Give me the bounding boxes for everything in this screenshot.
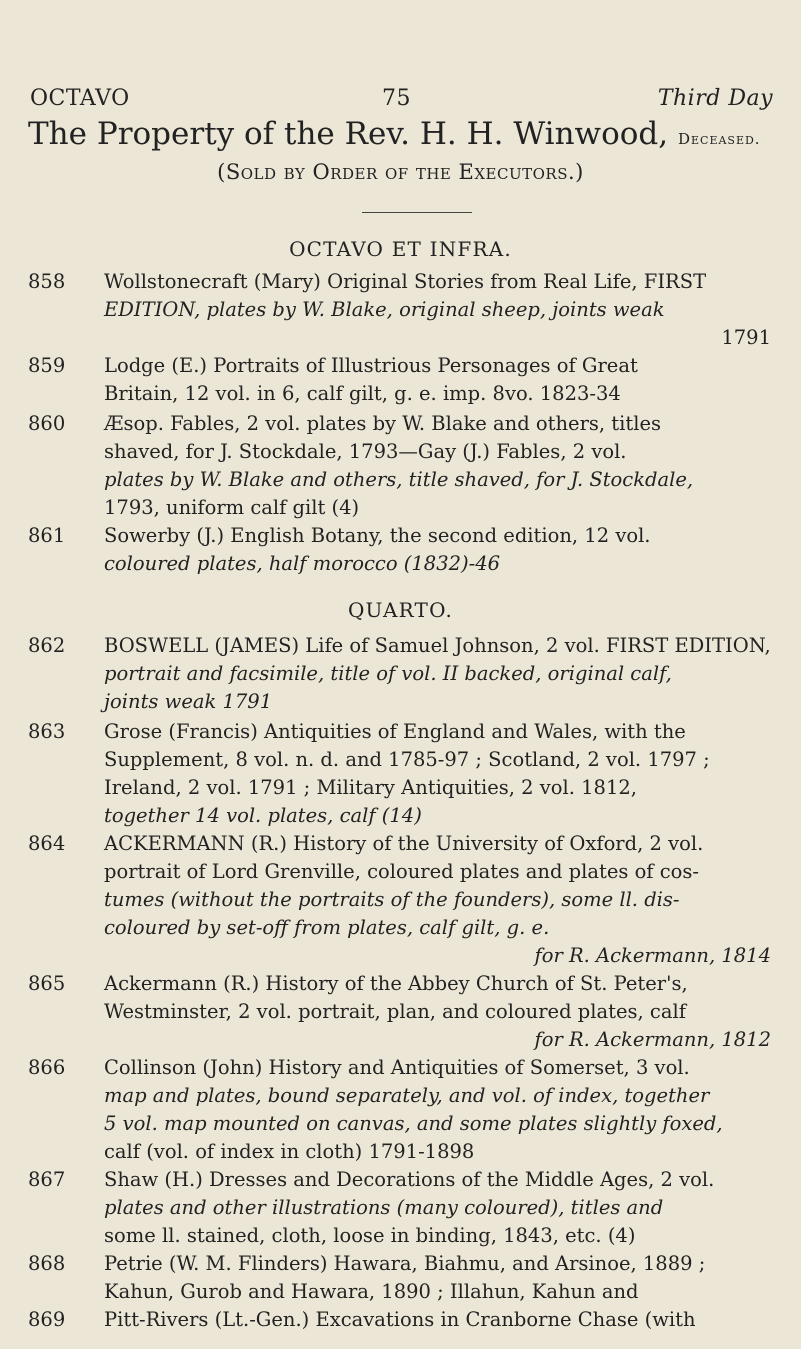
lot-entry <box>28 268 771 352</box>
lot-entry <box>28 1250 771 1306</box>
lot-line: map and plates, bound separately, and vol. of index, together <box>104 1084 710 1107</box>
lot-entry <box>28 718 771 830</box>
lot-number: 864 <box>28 832 66 855</box>
lot-number: 860 <box>28 412 66 435</box>
property-title: The Property of the Rev. H. H. Winwood, <box>28 116 669 152</box>
running-head-right: Third Day <box>657 86 773 111</box>
page-number: 75 <box>382 86 411 111</box>
lot-line: tumes (without the portraits of the founders), some ll. dis- <box>104 888 680 911</box>
lot-line: calf (vol. of index in cloth) 1791-1898 <box>104 1140 475 1163</box>
lot-line: Kahun, Gurob and Hawara, 1890 ; Illahun, Kahun and <box>104 1280 639 1303</box>
section-heading-quarto: QUARTO. <box>347 598 454 622</box>
running-head <box>30 86 773 111</box>
lot-entry <box>28 1166 771 1250</box>
lot-number: 859 <box>28 354 66 377</box>
lot-line: for R. Ackermann, 1812 <box>534 1028 771 1051</box>
lot-line: plates by W. Blake and others, title shaved, for J. Stockdale, <box>104 468 694 491</box>
lot-line: Ackermann (R.) History of the Abbey Church of St. Peter's, <box>104 972 688 995</box>
lot-line: Lodge (E.) Portraits of Illustrious Personages of Great <box>104 354 638 377</box>
lot-line: together 14 vol. plates, calf (14) <box>104 804 422 827</box>
lot-entry <box>28 830 771 970</box>
lot-number: 865 <box>28 972 66 995</box>
lot-line: 1791 <box>721 326 771 349</box>
lot-line: BOSWELL (JAMES) Life of Samuel Johnson, 2 vol. FIRST EDITION, <box>104 634 771 657</box>
lot-entry <box>28 522 771 578</box>
lot-number: 862 <box>28 634 66 657</box>
lot-line: Ireland, 2 vol. 1791 ; Military Antiquities, 2 vol. 1812, <box>104 776 637 799</box>
lot-line: 1793, uniform calf gilt (4) <box>104 496 360 519</box>
lot-line: Petrie (W. M. Flinders) Hawara, Biahmu, and Arsinoe, 1889 ; <box>104 1252 706 1275</box>
lot-line: coloured by set-off from plates, calf gilt, g. e. <box>104 916 550 939</box>
lot-entry <box>28 352 771 408</box>
lot-line: EDITION, plates by W. Blake, original sheep, joints weak <box>104 298 665 321</box>
lot-number: 858 <box>28 270 66 293</box>
lot-line: ACKERMANN (R.) History of the University of Oxford, 2 vol. <box>104 832 704 855</box>
sold-note: (Sold by Order of the Executors.) <box>217 160 584 184</box>
lot-entry <box>28 632 771 716</box>
lot-line: Shaw (H.) Dresses and Decorations of the Middle Ages, 2 vol. <box>104 1168 715 1191</box>
lot-number: 868 <box>28 1252 66 1275</box>
lot-entry <box>28 970 771 1054</box>
lot-line: Sowerby (J.) English Botany, the second edition, 12 vol. <box>104 524 651 547</box>
lot-line: shaved, for J. Stockdale, 1793—Gay (J.) Fables, 2 vol. <box>104 440 627 463</box>
lot-line: some ll. stained, cloth, loose in binding, 1843, etc. (4) <box>104 1224 636 1247</box>
running-head-left: OCTAVO <box>30 86 130 111</box>
lot-line: Æsop. Fables, 2 vol. plates by W. Blake and others, titles <box>104 412 661 435</box>
lot-line: Grose (Francis) Antiquities of England and Wales, with the <box>104 720 686 743</box>
lot-line: coloured plates, half morocco (1832)-46 <box>104 552 501 575</box>
lot-line: plates and other illustrations (many coloured), titles and <box>104 1196 664 1219</box>
lot-number: 866 <box>28 1056 66 1079</box>
lot-line: Westminster, 2 vol. portrait, plan, and coloured plates, calf <box>104 1000 686 1023</box>
lot-entry <box>28 1054 771 1166</box>
lot-number: 861 <box>28 524 66 547</box>
lot-entry <box>28 1306 771 1334</box>
lot-line: Supplement, 8 vol. n. d. and 1785-97 ; Scotland, 2 vol. 1797 ; <box>104 748 710 771</box>
lot-line: for R. Ackermann, 1814 <box>534 944 771 967</box>
lot-line: Wollstonecraft (Mary) Original Stories from Real Life, FIRST <box>104 270 707 293</box>
lot-entry <box>28 410 771 522</box>
lot-line: joints weak 1791 <box>104 690 273 713</box>
lot-line: Britain, 12 vol. in 6, calf gilt, g. e. imp. 8vo. 1823-34 <box>104 382 621 405</box>
lot-line: Pitt-Rivers (Lt.-Gen.) Excavations in Cranborne Chase (with <box>104 1308 696 1331</box>
lot-number: 863 <box>28 720 66 743</box>
lot-line: 5 vol. map mounted on canvas, and some plates slightly foxed, <box>104 1112 723 1135</box>
lot-line: portrait of Lord Grenville, coloured plates and plates of cos- <box>104 860 699 883</box>
section-heading-octavo: OCTAVO ET INFRA. <box>289 237 512 261</box>
property-heading <box>28 116 781 153</box>
lot-line: portrait and facsimile, title of vol. II backed, original calf, <box>104 662 672 685</box>
property-deceased: Deceased. <box>677 130 761 148</box>
divider-rule <box>362 212 472 213</box>
lot-number: 869 <box>28 1308 66 1331</box>
lot-number: 867 <box>28 1168 66 1191</box>
lot-line: Collinson (John) History and Antiquities of Somerset, 3 vol. <box>104 1056 690 1079</box>
